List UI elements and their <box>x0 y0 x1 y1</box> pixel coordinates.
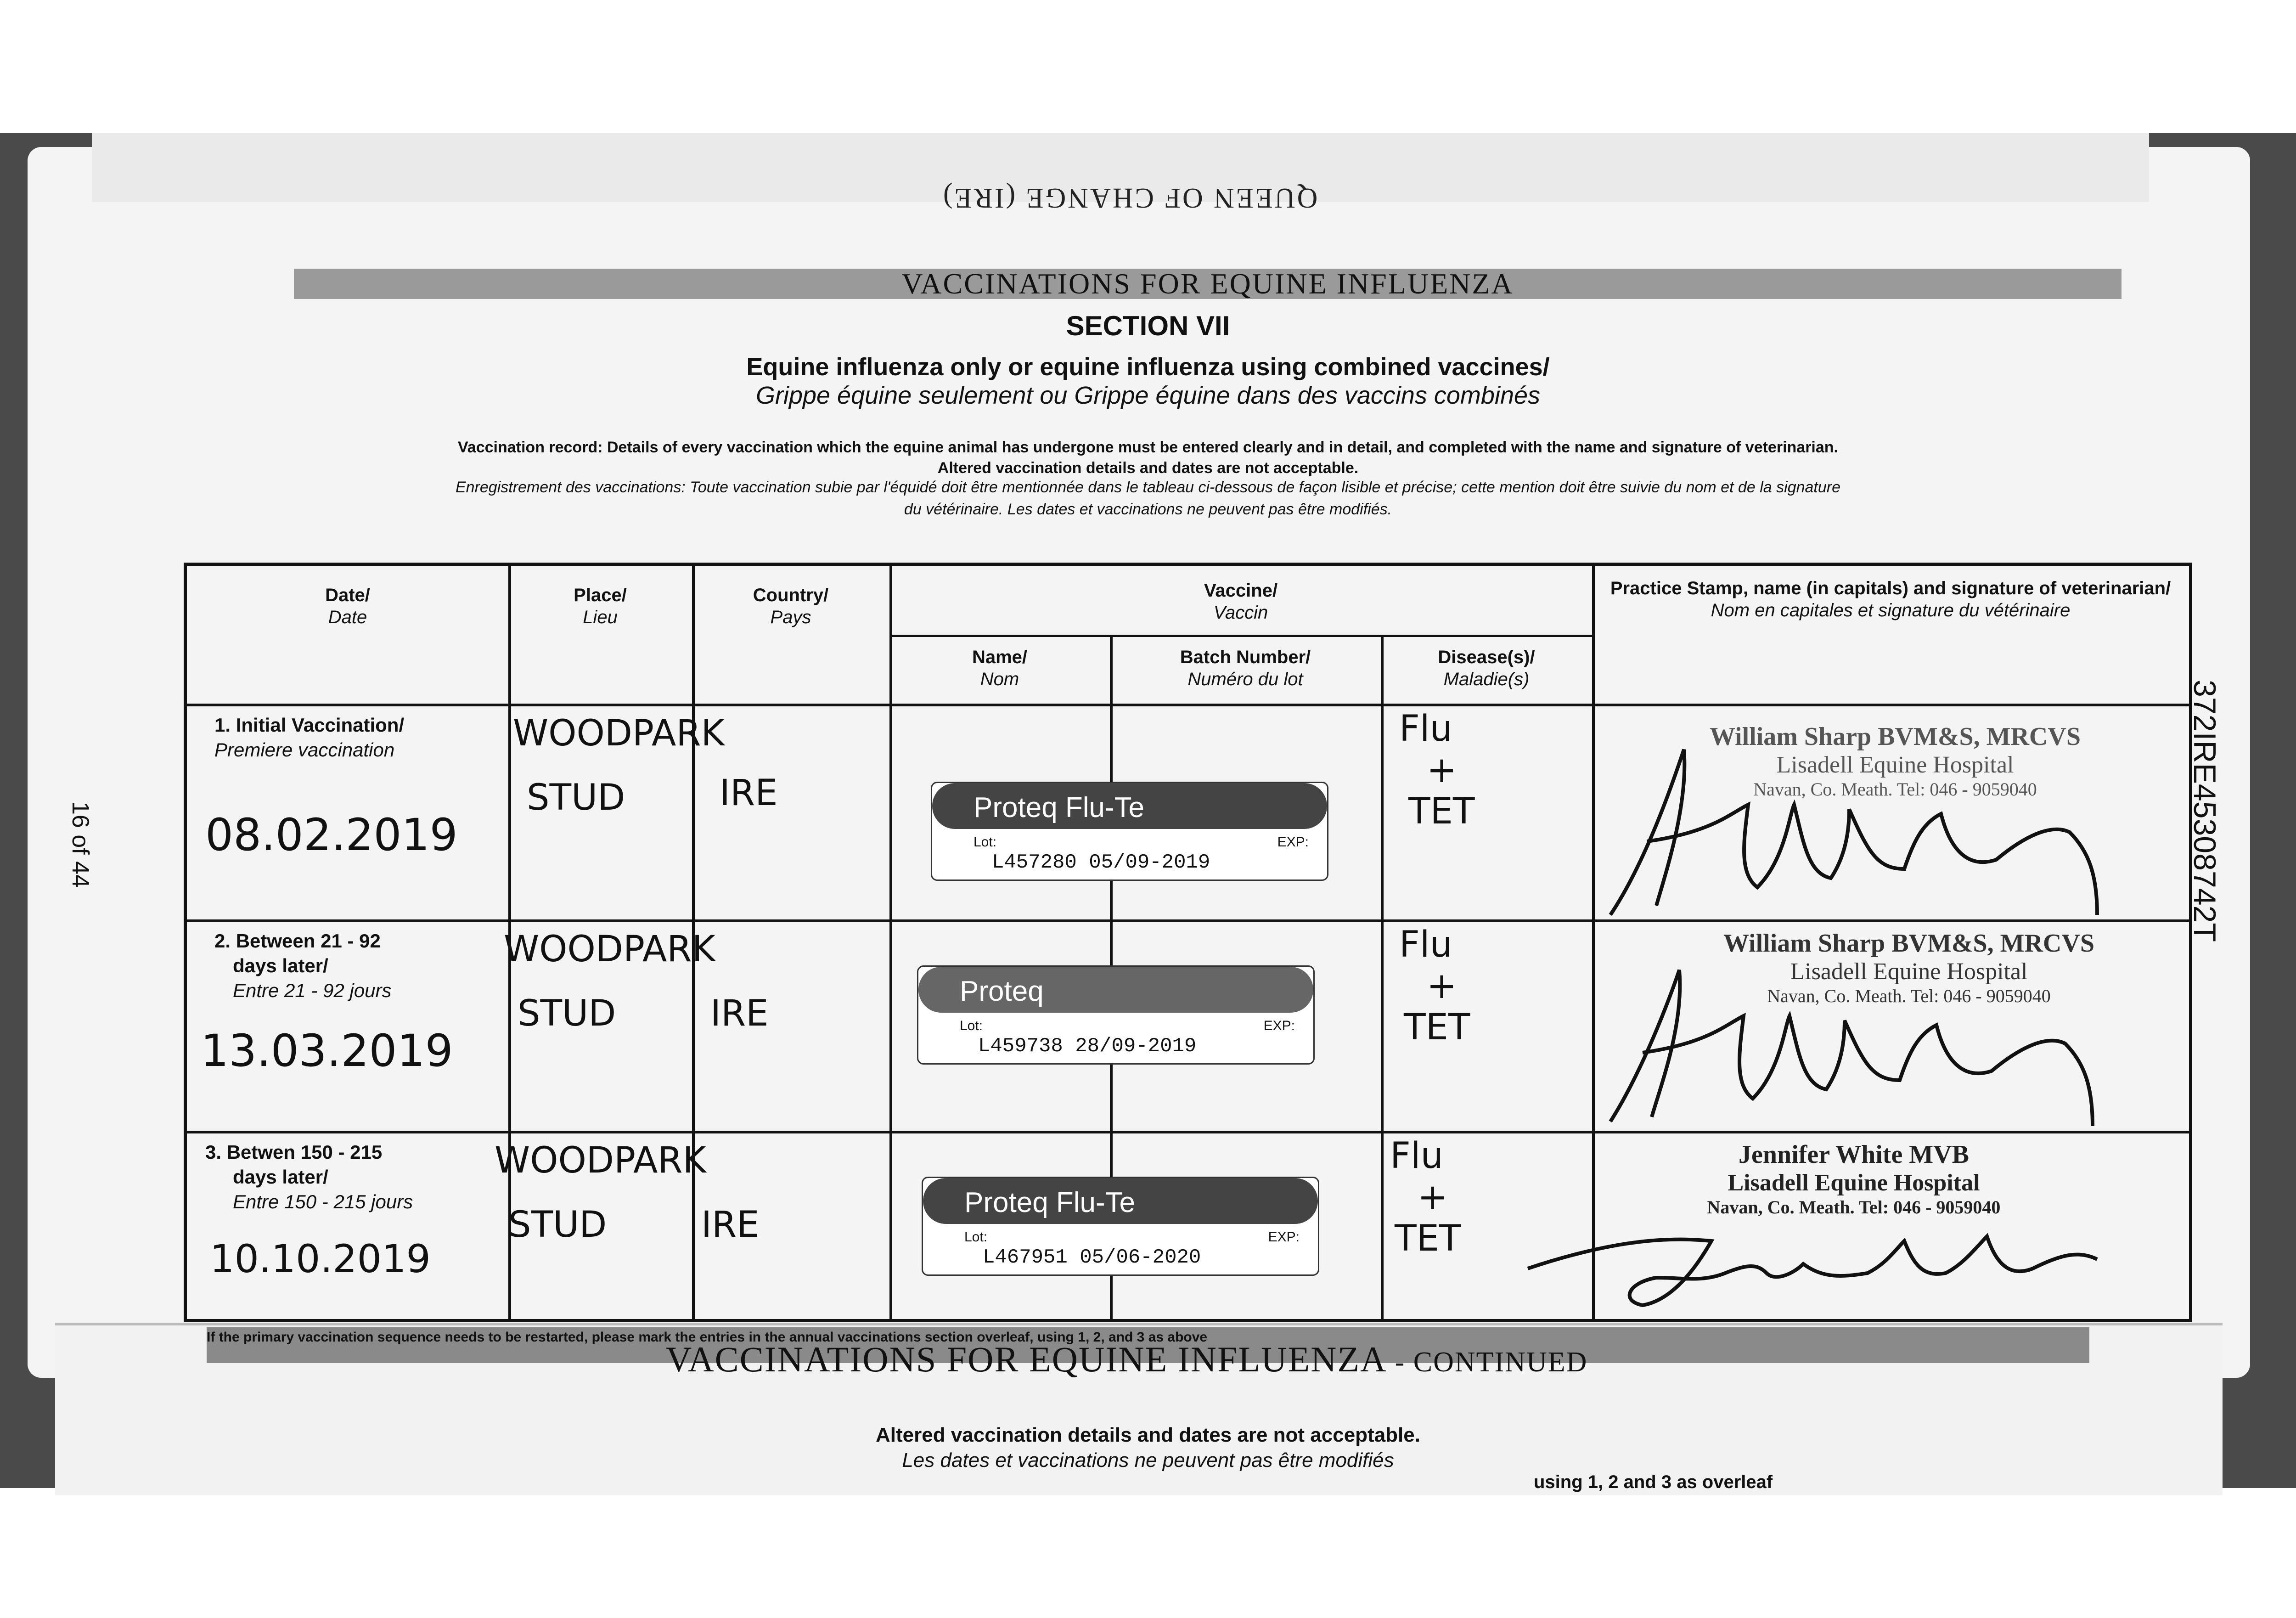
row-1-disease-2: + <box>1427 750 1457 791</box>
row-1-label: 1. Initial Vaccination/ Premiere vaccination <box>214 714 405 761</box>
page-number: 16 of 44 <box>67 801 94 888</box>
row-3-disease-1: Flu <box>1390 1135 1443 1177</box>
row-3-country: IRE <box>701 1204 760 1246</box>
record-instructions-fr: Enregistrement des vaccinations: Toute vaccination subie par l'équidé doit être mentionnée dans le tableau ci-dessous de façon lisible et précise; cette mention doit être suivie du nom et de la signature <box>455 479 1841 496</box>
record-instructions-en: Vaccination record: Details of every vaccination which the equine animal has undergone must be entered clearly and in detail, and completed with the name and signature of veterinarian. <box>458 439 1838 456</box>
row-3-date: 10.10.2019 <box>210 1236 431 1281</box>
record-instructions-en-2: Altered vaccination details and dates are not acceptable. <box>937 459 1359 477</box>
header-place: Place/ Lieu <box>574 585 627 627</box>
row-2-place-2: STUD <box>518 993 616 1034</box>
row-3-vet-stamp: Jennifer White MVB Lisadell Equine Hospital Navan, Co. Meath. Tel: 046 - 9059040 <box>1707 1140 2001 1218</box>
previous-page-title: QUEEN OF CHANGE (IRE) <box>941 182 1318 214</box>
restart-note: If the primary vaccination sequence needs to be restarted, please mark the entries in the annual vaccinations section overleaf, using 1, 2, and 3 as above <box>207 1330 1208 1345</box>
header-vaccine: Vaccine/ Vaccin <box>1204 581 1278 623</box>
row-1-date: 08.02.2019 <box>205 809 458 861</box>
row-2-disease-3: TET <box>1404 1007 1470 1048</box>
row-1-place-2: STUD <box>527 777 625 818</box>
row-1-lot: L457280 05/09-2019 <box>992 851 1210 874</box>
header-date: Date/ Date <box>325 585 370 627</box>
header-name: Name/ Nom <box>972 647 1028 689</box>
row-1-disease-3: TET <box>1408 791 1475 832</box>
row-1-disease-1: Flu <box>1399 708 1452 750</box>
footer-english: Altered vaccination details and dates are not acceptable. <box>876 1424 1420 1446</box>
subtitle-french: Grippe équine seulement ou Grippe équine dans des vaccins combinés <box>755 382 1541 409</box>
row-1-place-1: WOODPARK <box>513 713 725 754</box>
row-1-country: IRE <box>720 772 778 814</box>
row-3-place-2: STUD <box>508 1204 607 1246</box>
header-disease: Disease(s)/ Maladie(s) <box>1438 647 1535 689</box>
footer-cut-text: using 1, 2 and 3 as overleaf <box>1534 1472 1773 1492</box>
row-3-lot: L467951 05/06-2020 <box>983 1246 1201 1269</box>
header-practice-stamp: Practice Stamp, name (in capitals) and signature of veterinarian/ Nom en capitales et signature du vétérinaire <box>1610 578 2171 620</box>
row-2-date: 13.03.2019 <box>201 1025 453 1077</box>
row-2-signature <box>1592 933 2189 1131</box>
row-2-vaccine-label: Proteq Lot: EXP: L459738 28/09-2019 <box>917 965 1315 1065</box>
header-country: Country/ Pays <box>753 585 829 627</box>
row-2-vet-stamp: William Sharp BVM&S, MRCVS Lisadell Equine Hospital Navan, Co. Meath. Tel: 046 - 9059040 <box>1723 929 2094 1006</box>
row-3-disease-3: TET <box>1395 1218 1461 1259</box>
row-3-label: 3. Betwen 150 - 215 days later/ Entre 150 - 215 jours <box>205 1141 413 1212</box>
vaccination-table <box>184 563 2192 1322</box>
row-2-country: IRE <box>710 993 769 1034</box>
row-2-disease-2: + <box>1427 965 1457 1007</box>
row-2-lot: L459738 28/09-2019 <box>978 1035 1197 1058</box>
row-3-place-1: WOODPARK <box>495 1140 706 1181</box>
continued-banner-title: VACCINATIONS FOR EQUINE INFLUENZA - CONTINUED <box>666 1339 1588 1379</box>
record-instructions-fr-2: du vétérinaire. Les dates et vaccinations ne peuvent pas être modifiés. <box>904 501 1392 518</box>
row-2-label: 2. Between 21 - 92 days later/ Entre 21 - 92 jours <box>214 930 392 1001</box>
header-batch: Batch Number/ Numéro du lot <box>1180 647 1311 689</box>
row-3-brand: Proteq Flu-Te <box>964 1187 1136 1218</box>
row-3-vaccine-label: Proteq Flu-Te Lot: EXP: L467951 05/06-2020 <box>922 1177 1319 1276</box>
row-2-brand: Proteq <box>960 975 1044 1007</box>
subtitle-english: Equine influenza only or equine influenza using combined vaccines/ <box>746 353 1550 381</box>
section-number: SECTION VII <box>1066 310 1230 341</box>
row-1-vaccine-label: Proteq Flu-Te Lot: EXP: L457280 05/09-2019 <box>931 782 1328 881</box>
row-3-signature <box>1519 1200 2161 1314</box>
section-banner <box>294 269 2122 299</box>
row-1-signature <box>1592 722 2189 919</box>
passport-id: 372IRE45308742T <box>2187 680 2222 942</box>
row-3-disease-2: + <box>1418 1177 1448 1218</box>
banner-title: VACCINATIONS FOR EQUINE INFLUENZA <box>901 267 1514 300</box>
row-2-disease-1: Flu <box>1399 924 1452 965</box>
footer-french: Les dates et vaccinations ne peuvent pas être modifiés <box>902 1449 1394 1471</box>
row-1-vet-stamp: William Sharp BVM&S, MRCVS Lisadell Equine Hospital Navan, Co. Meath. Tel: 046 - 9059040 <box>1710 722 2081 800</box>
row-1-brand: Proteq Flu-Te <box>974 792 1145 823</box>
row-2-place-1: WOODPARK <box>504 929 715 970</box>
